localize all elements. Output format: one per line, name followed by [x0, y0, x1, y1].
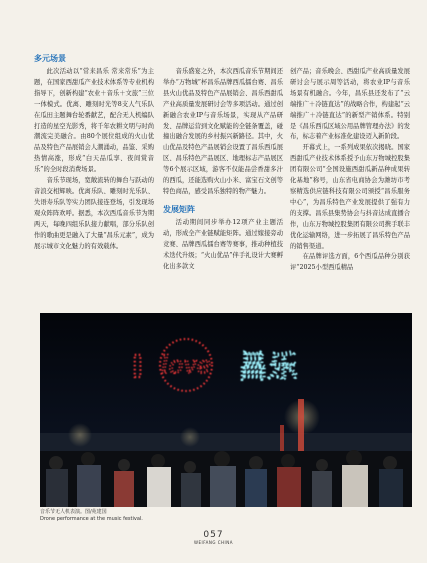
paragraph: 活动期间同步举办12项产业主题活动，形成全产业链赋能矩阵。通过嫁接旁动竞赛、品牌西瓜擂台赛等赛事，推动种植技术迭代升级；“火山优品”伴手礼设计大赛孵化出多款文 [163, 218, 283, 270]
caption-chinese: 音乐节无人机表演。图/苑建国 [40, 509, 107, 515]
drone-text-love: love [161, 351, 211, 379]
paragraph: 音乐盛宴之外，本次西瓜音乐节期间还举办“万物城”杯昌乐品牌西瓜擂台赛、昌乐县火山优品及特色产品展销会、昌乐西甜瓜产业高质量发展研讨会等多项活动。通过创新融合农业IP与音乐场景，实现从产品研发、品牌运营到文化赋能的全链条覆盖，碰撞出融合发展的乡村振兴新路径。其中，火山优品及特色产品展销会设置了昌乐西瓜展区、昌乐特色产品展区、地理标志产品展区等6个展示区域，游客不仅能品尝香甜多汁的西瓜，还能选购火山小米、富宝石文创等特色商品，感受昌乐独特的物产魅力。 [163, 68, 283, 195]
paragraph: 在品牌评选方面，6个西瓜品种分别获评“2025小型西瓜精品 [290, 253, 410, 272]
crowd-silhouettes [40, 450, 412, 507]
section-heading-matrix: 发展矩阵 [163, 204, 195, 214]
drone-text-i: I [132, 350, 144, 385]
page-number: 057 [203, 530, 224, 540]
magazine-name: WEIFANG CHINA [194, 540, 233, 545]
paragraph: 此次活动以“常来昌乐 常来常乐”为主题，在国家西甜瓜产业技术体系等专业机构指导下，创新构建“农业＋音乐＋文旅”三位一体模式。优离、雕刻时光等8支人气乐队在瓜田主题舞台轮番献艺，配合无人机编队打造的星空光影秀，将千年农耕文明与时尚潮流完美融合。由80个展位组成的火山优品及特色产品展销会人潮涌动，品鉴、采购热情高涨，形成“白天品瓜享、夜间赏音乐”的全时段消费场景。 [34, 68, 154, 174]
paragraph: 开幕式上，一系列成果依次揭晓。国家西甜瓜产业技术体系授予山东万物城控股集团有限公司“全国设施西甜瓜新品种成果转化基地”称号，山东省电商协会为潍坊市考察精选供应链科技有限公司颁授“昌乐服务中心”，为昌乐特色产业发展提供了强有力的支撑。昌乐县集势协会与抖音达成直播合作，山东万物城控股集团有限公司携手联丰优化运输网络，进一步拓展了昌乐特色产品的销售渠道。 [290, 144, 410, 250]
paragraph: 创产品；音乐晚会、西甜瓜产业高质量发展研讨会与展示周等活动，将农业IP与音乐场景有机融合。今年，昌乐县还发布了“云端推广＋冷链直达”的战略合作，构建起“云端推广＋冷链直达”的新型产销体系。特别是《昌乐西瓜区域公用品牌管理办法》的发布，标志着产业标准化建设迈入新阶段。 [290, 68, 410, 141]
section-heading-scenes: 多元场景 [34, 54, 66, 63]
article-column-3 [290, 67, 410, 274]
drone-text-changle: 昌乐 [238, 350, 298, 385]
photo-caption [40, 509, 240, 523]
paragraph: 音乐节现场，宽敞流转的舞台与跃动的音浪交相辉映。优离乐队、雕刻时光乐队、失语寿乐队等实力团队接连登场，引发现场观众阵阵欢呼。据悉，本次西瓜音乐节为期两天，每晚四组乐队接力献唱，部分乐队创作的歌曲更是融入了大量“昌乐元素”，成为展示城市文化魅力的有效载体。 [34, 177, 154, 250]
article-column-1 [34, 52, 154, 252]
article-column-2 [163, 67, 283, 272]
drone-show-illustration [40, 313, 412, 507]
drone-show-photo [40, 313, 412, 507]
page-footer [0, 530, 427, 545]
caption-english: Drone performance at the music festival. [40, 516, 143, 522]
